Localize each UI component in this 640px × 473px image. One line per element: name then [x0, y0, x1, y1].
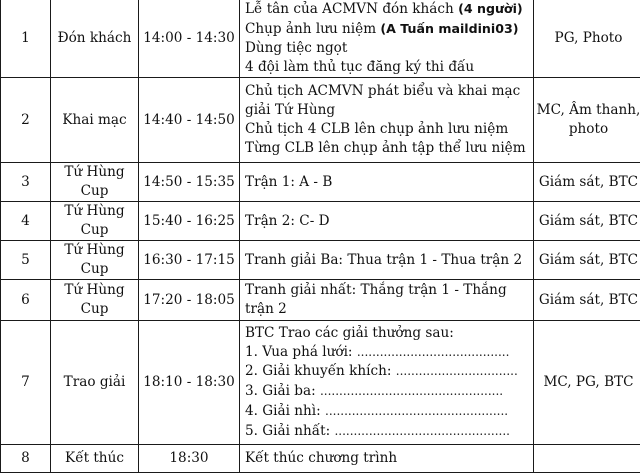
- table-row: [1, 280, 640, 321]
- row-item: Kết thúc: [51, 445, 139, 473]
- award-blank: ........................................: [357, 345, 510, 359]
- row-time: 16:30 - 17:15: [139, 241, 240, 280]
- award-line: [245, 402, 533, 422]
- awards-title: BTC Trao các giải thưởng sau:: [245, 324, 533, 343]
- award-blank: ................................: [396, 364, 518, 378]
- content-line: [245, 0, 533, 19]
- row-content: [240, 78, 534, 163]
- content-line: [245, 39, 533, 58]
- row-number: 4: [1, 202, 51, 241]
- row-item: Đón khách: [51, 0, 139, 78]
- row-number: 2: [1, 78, 51, 163]
- content-line: [245, 19, 533, 39]
- row-number: 5: [1, 241, 51, 280]
- row-content: Kết thúc chương trình: [240, 445, 534, 473]
- row-time: 18:10 - 18:30: [139, 321, 240, 445]
- award-blank: ................................................: [320, 384, 503, 398]
- award-label: 4. Giải nhì:: [245, 403, 325, 419]
- row-number: 1: [1, 0, 51, 78]
- award-line: [245, 422, 533, 442]
- row-item: Tứ Hùng Cup: [51, 241, 139, 280]
- content-text: Dùng tiệc ngọt: [245, 40, 347, 56]
- row-time: 14:40 - 14:50: [139, 78, 240, 163]
- award-label: 2. Giải khuyến khích:: [245, 363, 396, 379]
- row-time: 15:40 - 16:25: [139, 202, 240, 241]
- row-number: 8: [1, 445, 51, 473]
- row-staff: Giám sát, BTC: [534, 163, 640, 202]
- row-item: Tứ Hùng Cup: [51, 163, 139, 202]
- row-content: Tranh giải Ba: Thua trận 1 - Thua trận 2: [240, 241, 534, 280]
- content-note: (A Tuấn maildini03): [380, 21, 518, 36]
- row-item: Tứ Hùng Cup: [51, 280, 139, 321]
- content-text: Lễ tân của ACMVN đón khách: [245, 1, 458, 17]
- row-content: Trận 2: C- D: [240, 202, 534, 241]
- award-line: [245, 382, 533, 402]
- row-staff: Giám sát, BTC: [534, 280, 640, 321]
- award-label: 3. Giải ba:: [245, 383, 320, 399]
- row-staff: Giám sát, BTC: [534, 241, 640, 280]
- row-content: Tranh giải nhất: Thắng trận 1 - Thắng trận 2: [240, 280, 534, 321]
- award-blank: ................................................: [325, 404, 508, 418]
- row-number: 7: [1, 321, 51, 445]
- row-staff: MC, PG, BTC: [534, 321, 640, 445]
- award-label: 5. Giải nhất:: [245, 423, 334, 439]
- award-line: [245, 343, 533, 363]
- table-row: [1, 0, 640, 78]
- row-time: 14:00 - 14:30: [139, 0, 240, 78]
- content-line: [245, 58, 533, 77]
- content-line: Từng CLB lên chụp ảnh tập thể lưu niệm: [245, 139, 533, 158]
- row-item: Tứ Hùng Cup: [51, 202, 139, 241]
- row-content: [240, 0, 534, 78]
- row-time: 17:20 - 18:05: [139, 280, 240, 321]
- row-number: 6: [1, 280, 51, 321]
- award-line: [245, 362, 533, 382]
- table-row: [1, 321, 640, 445]
- row-time: 18:30: [139, 445, 240, 473]
- award-label: 1. Vua phá lưới:: [245, 344, 357, 360]
- row-time: 14:50 - 15:35: [139, 163, 240, 202]
- table-row: [1, 163, 640, 202]
- table-row: [1, 445, 640, 473]
- row-content: Trận 1: A - B: [240, 163, 534, 202]
- table-row: [1, 241, 640, 280]
- content-line: Chủ tịch 4 CLB lên chụp ảnh lưu niệm: [245, 120, 533, 139]
- content-text: 4 đội làm thủ tục đăng ký thi đấu: [245, 59, 474, 75]
- row-staff: MC, Âm thanh, photo: [534, 78, 640, 163]
- row-staff: PG, Photo: [534, 0, 640, 78]
- row-staff: [534, 445, 640, 473]
- award-blank: ..............................................: [334, 424, 509, 438]
- table-row: [1, 202, 640, 241]
- row-item: Khai mạc: [51, 78, 139, 163]
- row-staff: Giám sát, BTC: [534, 202, 640, 241]
- content-line: giải Tứ Hùng: [245, 101, 533, 120]
- table-row: [1, 78, 640, 163]
- content-note: (4 người): [458, 1, 523, 16]
- content-text: Chụp ảnh lưu niệm: [245, 21, 380, 37]
- content-line: Chủ tịch ACMVN phát biểu và khai mạc: [245, 82, 533, 101]
- row-number: 3: [1, 163, 51, 202]
- row-item: Trao giải: [51, 321, 139, 445]
- row-content: [240, 321, 534, 445]
